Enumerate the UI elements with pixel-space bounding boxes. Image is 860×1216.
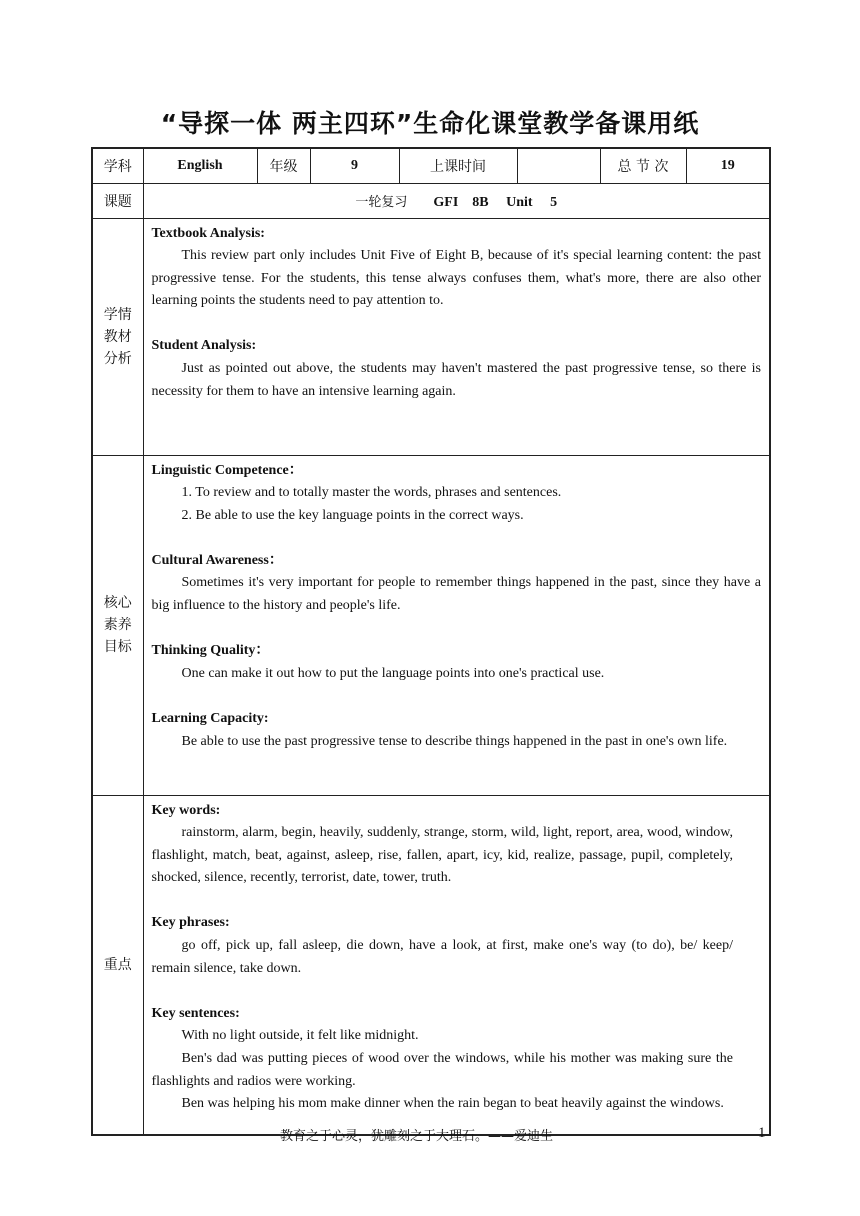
linguistic-competence-item: 1. To review and to totally master the words, phrases and sentences.: [181, 485, 562, 501]
key-words-heading: Key words:: [151, 802, 221, 818]
key-phrases-text: go off, pick up, fall asleep, die down, have a look, at first, make one's way (to do), be/ keep/ remain silence, take down.: [151, 938, 733, 976]
subject-label: 学科: [92, 148, 143, 183]
topic-unit: Unit: [506, 194, 533, 210]
footer-quote: 教育之于心灵，犹雕刻之于大理石。——爱迪生: [280, 1129, 554, 1144]
page-number: 1: [758, 1125, 766, 1141]
key-sentence: Ben's dad was putting pieces of wood over the windows, while his mother was making sure the flashlights and radios were working.: [151, 1051, 733, 1089]
topic-value: [143, 183, 770, 218]
student-analysis-heading: Student Analysis:: [151, 338, 257, 354]
linguistic-competence-item: 2. Be able to use the key language points in the correct ways.: [181, 507, 524, 523]
subject-value: English: [143, 148, 257, 183]
topic-volume: 8B: [472, 194, 489, 210]
key-sentences-heading: Key sentences:: [151, 1005, 240, 1021]
topic-number: 5: [550, 194, 558, 210]
class-time-label: 上课时间: [399, 148, 517, 183]
learning-capacity-heading: Learning Capacity:: [151, 711, 269, 727]
core-literacy-label-line: 核心: [103, 595, 132, 611]
total-lessons-value: 19: [686, 148, 770, 183]
header-row: [92, 148, 770, 183]
core-literacy-content: [143, 455, 770, 795]
analysis-label-line: 分析: [103, 350, 132, 367]
core-literacy-label-line: 素养: [103, 617, 132, 633]
total-lessons-label: 总 节 次: [600, 148, 686, 183]
learning-capacity-text: Be able to use the past progressive tense to describe things happened in the past in one's own life.: [181, 733, 728, 749]
lesson-plan-table: [91, 147, 771, 1136]
key-points-row: [92, 795, 770, 1135]
key-points-label: 重点: [92, 795, 143, 1135]
key-words-text: rainstorm, alarm, begin, heavily, suddenly, strange, storm, wild, light, report, area, wood, window, flashlight, match, beat, against, asleep, rise, fallen, apart, icy, kid, realize, passage, pupil, completely, shocked, silence, recently, terrorist, date, tower, truth.: [151, 825, 733, 886]
thinking-quality-heading: Thinking Quality：: [151, 643, 270, 659]
thinking-quality-text: One can make it out how to put the language points into one's practical use.: [181, 665, 605, 681]
topic-label: 课题: [92, 183, 143, 218]
linguistic-competence-heading: Linguistic Competence：: [151, 462, 303, 478]
cultural-awareness-text: Sometimes it's very important for people to remember things happened in the past, since they have a big influence to the history and people's life.: [151, 575, 761, 614]
key-sentence: With no light outside, it felt like midnight.: [181, 1028, 419, 1044]
key-sentence: Ben was helping his mom make dinner when the rain began to beat heavily against the windows.: [181, 1096, 724, 1112]
core-literacy-row: [92, 455, 770, 795]
grade-value: 9: [310, 148, 399, 183]
textbook-analysis-heading: Textbook Analysis:: [151, 225, 265, 241]
analysis-label: [92, 218, 143, 455]
student-analysis-text: Just as pointed out above, the students may haven't mastered the past progressive tense, so there is necessity for them to have an intensive learning again.: [151, 361, 761, 399]
topic-book: GFI: [433, 194, 459, 210]
key-phrases-heading: Key phrases:: [151, 915, 230, 931]
page-title: “导探一体 两主四环”生命化课堂教学备课用纸: [160, 109, 700, 138]
textbook-analysis-text: This review part only includes Unit Five of Eight B, because of it's special learning content: the past progressive tense. For the students, this tense always confuses them, what's more, there are also other learning points the students need to pay attention to.: [151, 248, 761, 309]
cultural-awareness-heading: Cultural Awareness：: [151, 552, 283, 568]
core-literacy-label: [92, 455, 143, 795]
core-literacy-label-line: 目标: [103, 639, 132, 655]
grade-label: 年级: [257, 148, 310, 183]
analysis-content: [143, 218, 770, 455]
analysis-row: [92, 218, 770, 455]
topic-prefix: 一轮复习: [355, 194, 408, 210]
class-time-value: [517, 148, 600, 183]
analysis-label-line: 教材: [103, 328, 132, 345]
topic-row: [92, 183, 770, 218]
analysis-label-line: 学情: [103, 306, 132, 323]
key-points-content: [143, 795, 770, 1135]
